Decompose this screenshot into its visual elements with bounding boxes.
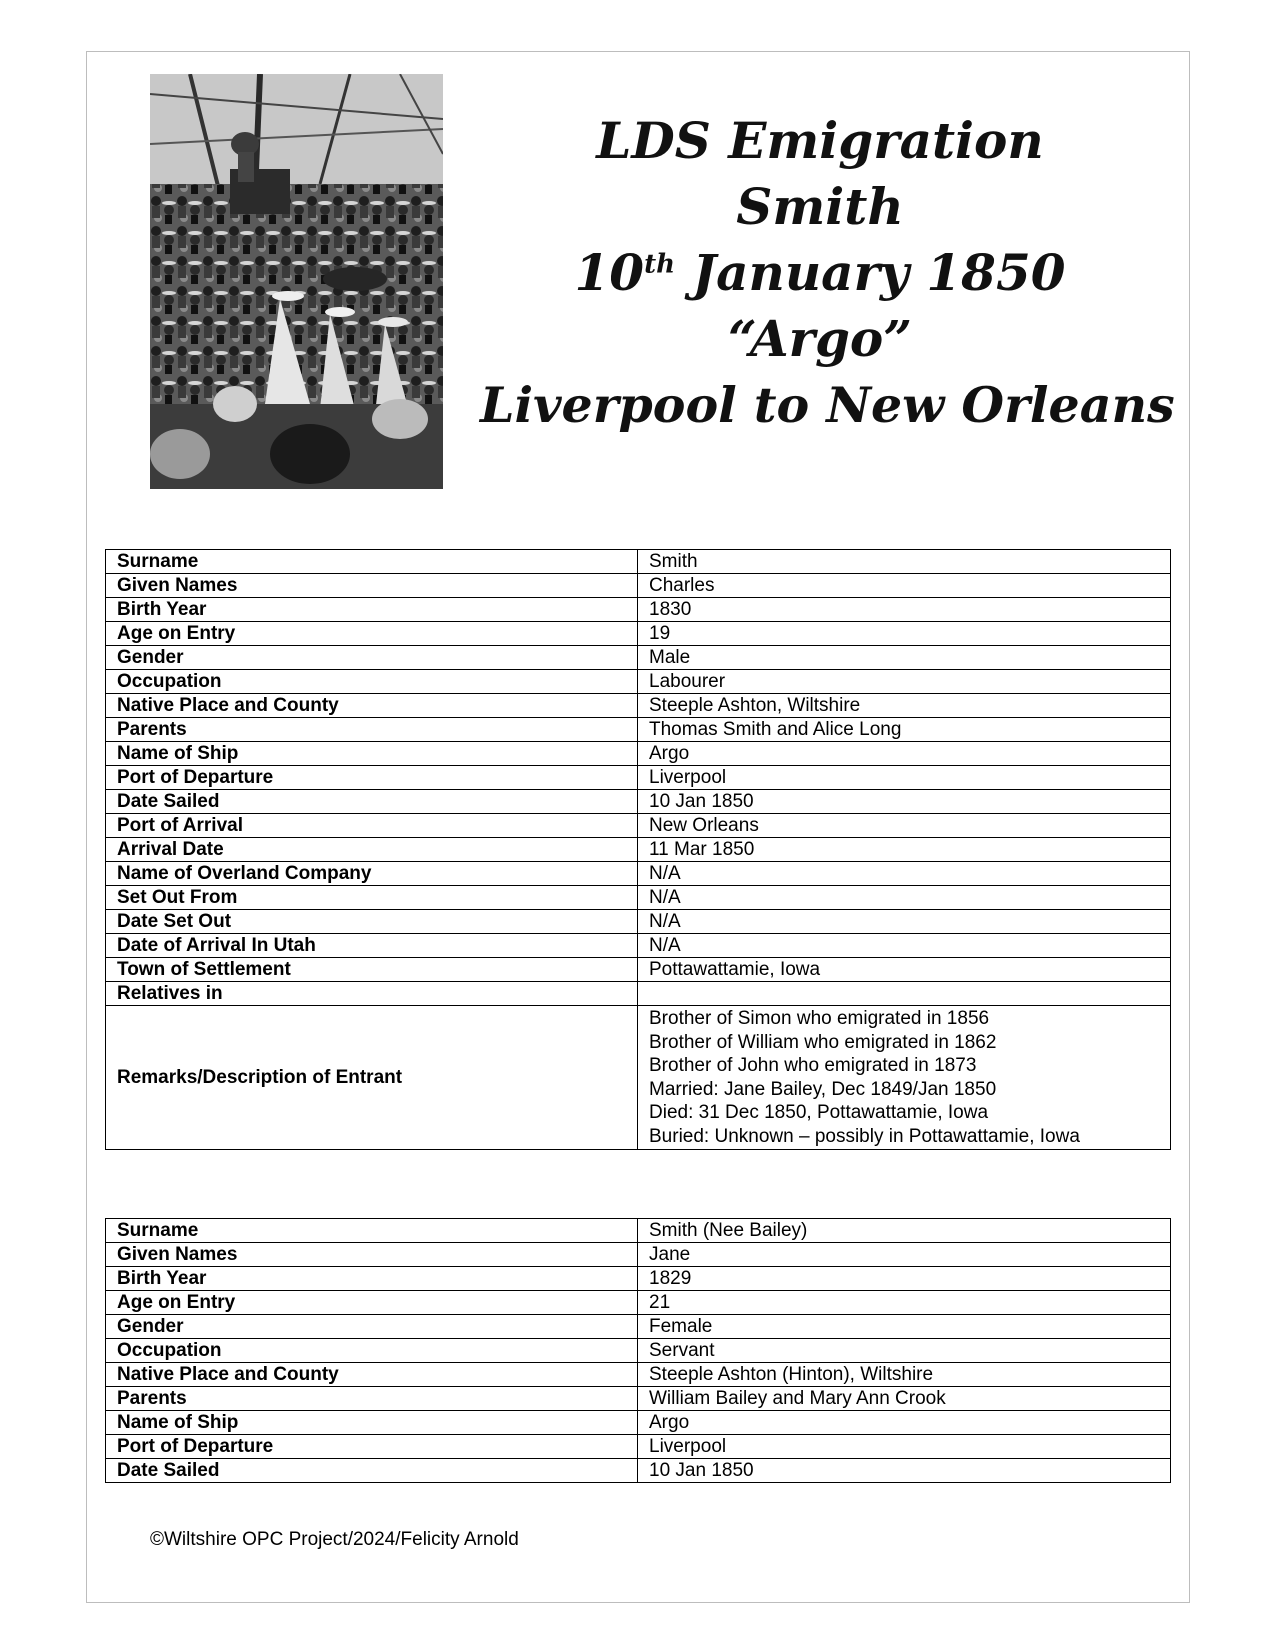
- field-value: Smith: [638, 550, 1171, 574]
- field-value: Argo: [638, 742, 1171, 766]
- field-label: Name of Overland Company: [106, 862, 638, 886]
- table-row: [106, 862, 1171, 886]
- field-value: New Orleans: [638, 814, 1171, 838]
- field-value: Steeple Ashton (Hinton), Wiltshire: [638, 1363, 1171, 1387]
- field-label: Occupation: [106, 1339, 638, 1363]
- field-label: Given Names: [106, 1243, 638, 1267]
- table-row: [106, 1363, 1171, 1387]
- field-label: Town of Settlement: [106, 958, 638, 982]
- field-value: N/A: [638, 886, 1171, 910]
- table-row: [106, 622, 1171, 646]
- field-label: Native Place and County: [106, 1363, 638, 1387]
- field-label: Surname: [106, 550, 638, 574]
- table-row: [106, 646, 1171, 670]
- table-row: [106, 742, 1171, 766]
- field-label: Parents: [106, 718, 638, 742]
- record-table-charles: [105, 549, 1171, 1150]
- field-value: 1830: [638, 598, 1171, 622]
- field-value: Smith (Nee Bailey): [638, 1219, 1171, 1243]
- field-value: 10 Jan 1850: [638, 790, 1171, 814]
- title-month-year: January 1850: [692, 243, 1066, 302]
- table-row: [106, 982, 1171, 1006]
- remarks-line: Brother of Simon who emigrated in 1856: [649, 1008, 990, 1029]
- field-label: Relatives in: [106, 982, 638, 1006]
- field-value: Thomas Smith and Alice Long: [638, 718, 1171, 742]
- field-label: Date Sailed: [106, 790, 638, 814]
- field-label: Gender: [106, 1315, 638, 1339]
- field-label: Age on Entry: [106, 1291, 638, 1315]
- field-label: Port of Departure: [106, 1435, 638, 1459]
- field-label: Birth Year: [106, 1267, 638, 1291]
- emigrant-ship-deck-illustration: [150, 74, 443, 489]
- field-value: Steeple Ashton, Wiltshire: [638, 694, 1171, 718]
- field-value: Argo: [638, 1411, 1171, 1435]
- remarks-line: Died: 31 Dec 1850, Pottawattamie, Iowa: [649, 1102, 989, 1123]
- field-value: 19: [638, 622, 1171, 646]
- field-value: Male: [638, 646, 1171, 670]
- table-row: [106, 718, 1171, 742]
- field-value: Jane: [638, 1243, 1171, 1267]
- field-value: Liverpool: [638, 1435, 1171, 1459]
- remarks-value: [638, 1006, 1171, 1150]
- field-value: Liverpool: [638, 766, 1171, 790]
- field-label: Date Sailed: [106, 1459, 638, 1483]
- table-row: [106, 1387, 1171, 1411]
- table-row: [106, 694, 1171, 718]
- table-row: [106, 1435, 1171, 1459]
- field-value: 10 Jan 1850: [638, 1459, 1171, 1483]
- field-label: Arrival Date: [106, 838, 638, 862]
- field-value: [638, 982, 1171, 1006]
- field-label: Gender: [106, 646, 638, 670]
- table-row: [106, 934, 1171, 958]
- table-row: [106, 766, 1171, 790]
- field-value: Pottawattamie, Iowa: [638, 958, 1171, 982]
- copyright-footer: ©Wiltshire OPC Project/2024/Felicity Arnold: [150, 1529, 519, 1550]
- field-value: N/A: [638, 934, 1171, 958]
- table-row: [106, 574, 1171, 598]
- remarks-line: Married: Jane Bailey, Dec 1849/Jan 1850: [649, 1078, 997, 1100]
- table-row: [106, 1243, 1171, 1267]
- field-label: Given Names: [106, 574, 638, 598]
- field-label: Native Place and County: [106, 694, 638, 718]
- table-row: [106, 1267, 1171, 1291]
- table-row: [106, 790, 1171, 814]
- table-row: [106, 1219, 1171, 1243]
- table-row: [106, 1315, 1171, 1339]
- title-day-suffix: th: [644, 249, 675, 280]
- table-row: [106, 838, 1171, 862]
- remarks-label: Remarks/Description of Entrant: [106, 1006, 638, 1150]
- field-value: Labourer: [638, 670, 1171, 694]
- field-value: N/A: [638, 862, 1171, 886]
- remarks-line: Buried: Unknown – possibly in Pottawattamie, Iowa: [649, 1125, 1080, 1147]
- field-value: William Bailey and Mary Ann Crook: [638, 1387, 1171, 1411]
- table-row: [106, 670, 1171, 694]
- remarks-line: Brother of John who emigrated in 1873: [649, 1055, 977, 1076]
- document-title: [480, 108, 1175, 438]
- table-row-remarks: [106, 1006, 1171, 1150]
- title-line-heading: LDS Emigration: [596, 111, 1044, 170]
- table-row: [106, 1459, 1171, 1483]
- title-day: 10: [574, 243, 645, 302]
- field-value: 21: [638, 1291, 1171, 1315]
- field-label: Surname: [106, 1219, 638, 1243]
- field-value: Servant: [638, 1339, 1171, 1363]
- table-row: [106, 910, 1171, 934]
- record-table-jane: [105, 1218, 1171, 1483]
- title-line-date: [480, 240, 1160, 306]
- field-value: N/A: [638, 910, 1171, 934]
- table-row: [106, 958, 1171, 982]
- field-label: Occupation: [106, 670, 638, 694]
- table-row: [106, 1339, 1171, 1363]
- field-value: 1829: [638, 1267, 1171, 1291]
- field-label: Age on Entry: [106, 622, 638, 646]
- field-label: Parents: [106, 1387, 638, 1411]
- title-line-route: Liverpool to New Orleans: [480, 376, 1175, 434]
- field-label: Name of Ship: [106, 742, 638, 766]
- table-row: [106, 598, 1171, 622]
- field-label: Date Set Out: [106, 910, 638, 934]
- table-row: [106, 886, 1171, 910]
- table-row: [106, 814, 1171, 838]
- field-label: Port of Arrival: [106, 814, 638, 838]
- field-label: Birth Year: [106, 598, 638, 622]
- table-row: [106, 550, 1171, 574]
- field-value: Female: [638, 1315, 1171, 1339]
- field-value: 11 Mar 1850: [638, 838, 1171, 862]
- title-line-surname: Smith: [736, 177, 904, 236]
- remarks-line: Brother of William who emigrated in 1862: [649, 1031, 997, 1053]
- title-line-ship: “Argo”: [727, 309, 913, 368]
- table-row: [106, 1411, 1171, 1435]
- field-value: Charles: [638, 574, 1171, 598]
- table-row: [106, 1291, 1171, 1315]
- field-label: Name of Ship: [106, 1411, 638, 1435]
- field-label: Port of Departure: [106, 766, 638, 790]
- field-label: Set Out From: [106, 886, 638, 910]
- field-label: Date of Arrival In Utah: [106, 934, 638, 958]
